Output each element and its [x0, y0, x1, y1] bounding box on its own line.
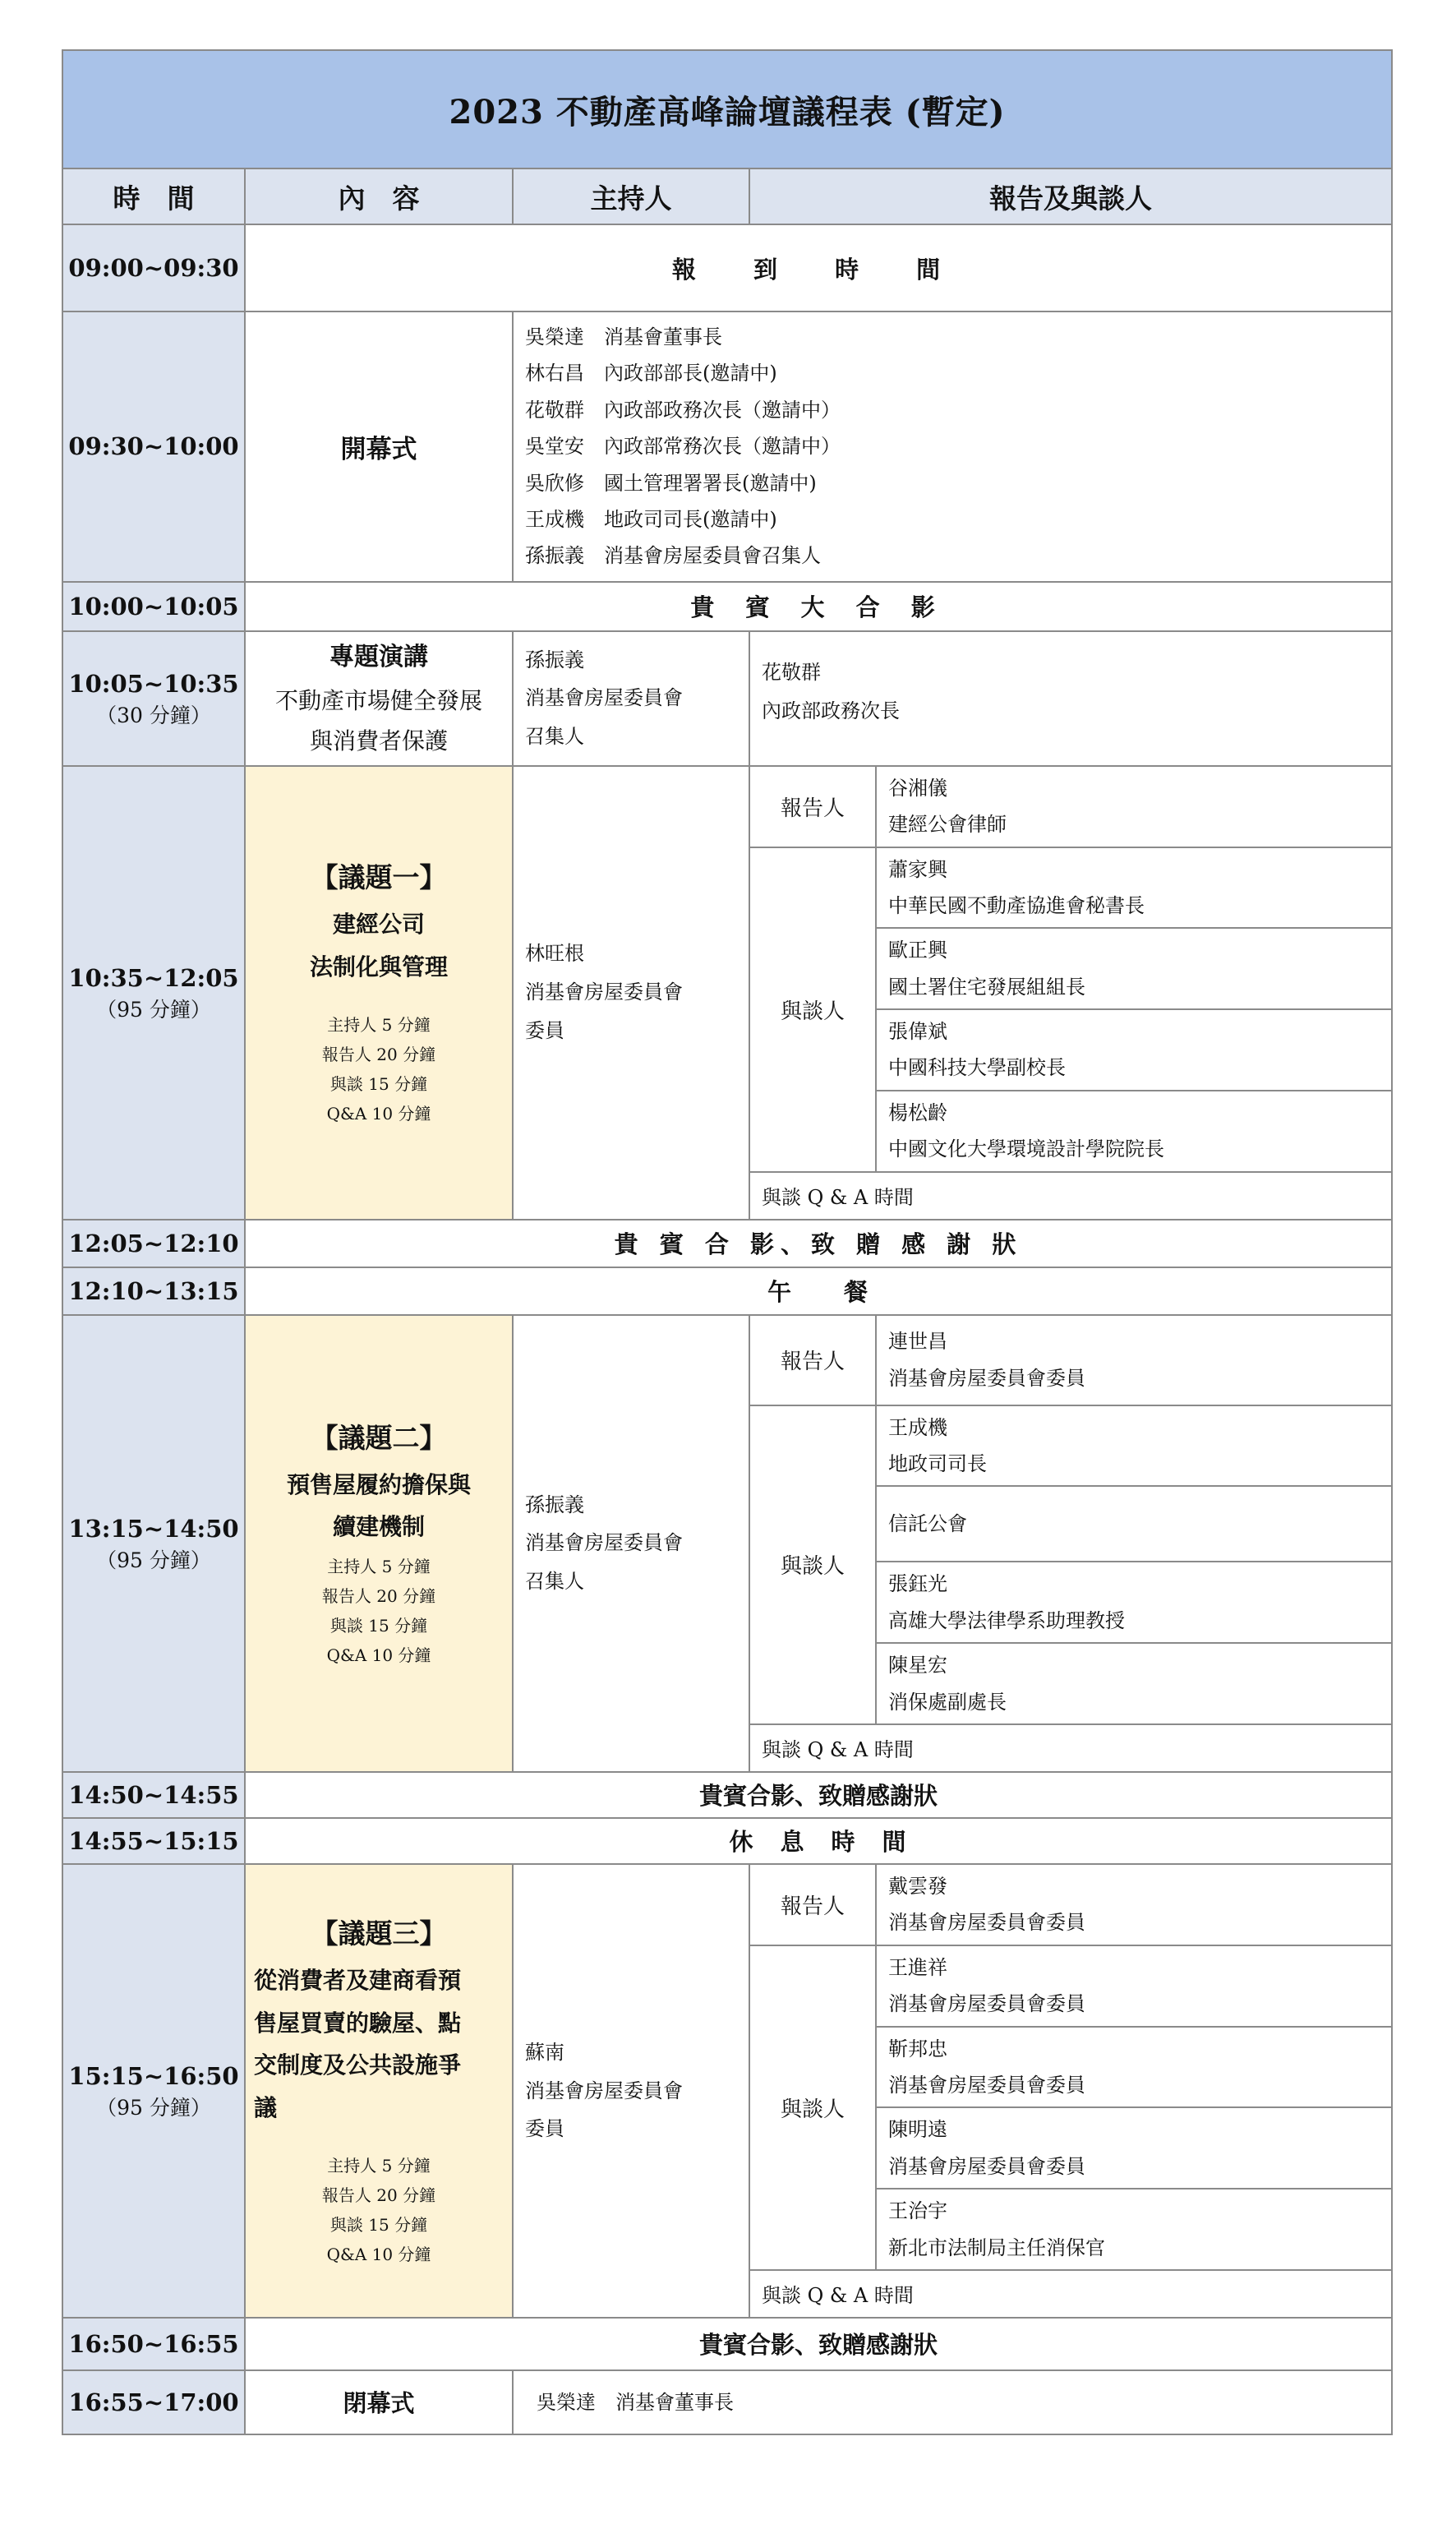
person-name: 歐正興 [888, 939, 947, 962]
session-content: 貴 賓 合 影、致 贈 感 謝 狀 [245, 1220, 1392, 1267]
topic-title: 預售屋履約擔保與 [286, 1470, 471, 1498]
keynote-subtitle: 不動產市場健全發展 [274, 686, 482, 714]
agenda-table [62, 49, 1393, 2435]
session-content: 貴 賓 大 合 影 [245, 582, 1392, 631]
topic3-content [245, 1864, 513, 2318]
panelist [876, 2189, 1392, 2270]
header-host: 主持人 [513, 168, 749, 224]
guest-line: 吳榮達 消基會董事長 [525, 325, 722, 348]
duration: （95 分鐘） [96, 2095, 211, 2120]
topic-title: 議 [254, 2094, 278, 2122]
session-host [513, 1315, 749, 1772]
topic2-row [62, 1315, 1392, 1405]
session-time: 09:30~10:00 [62, 311, 245, 582]
schedule-line: 報告人 20 分鐘 [321, 1586, 436, 1607]
duration: （95 分鐘） [96, 1548, 211, 1572]
guest-line: 吳榮達 消基會董事長 [537, 2390, 734, 2414]
time-range: 10:35~12:05 [68, 963, 239, 992]
reporter-label: 報告人 [749, 766, 876, 847]
schedule-line: 主持人 5 分鐘 [327, 1557, 431, 1577]
guest-line: 王成機 地政司司長(邀請中) [525, 507, 777, 531]
panelist [876, 2027, 1392, 2108]
session-registration [62, 224, 1392, 311]
guest-line: 吳堂安 內政部常務次長（邀請中） [525, 435, 841, 459]
keynote-content [245, 631, 513, 766]
topic-schedule [246, 1552, 512, 1670]
session-host [513, 1864, 749, 2318]
time-range: 10:05~10:35 [68, 669, 239, 698]
person-title: 高雄大學法律學系助理教授 [888, 1608, 1125, 1632]
reporter-label: 報告人 [749, 1315, 876, 1405]
topic-title: 從消費者及建商看預 [254, 1966, 462, 1994]
panelist [876, 1945, 1392, 2027]
host-name: 蘇南 [525, 2040, 564, 2064]
session-closing [62, 2370, 1392, 2434]
keynote-subtitle: 與消費者保護 [309, 727, 448, 754]
host-name: 林旺根 [525, 942, 584, 966]
session-opening [62, 311, 1392, 582]
duration: （30 分鐘） [96, 703, 211, 727]
panelist [876, 928, 1392, 1009]
guest-line: 林右昌 內政部部長(邀請中) [525, 362, 777, 385]
host-name: 孫振義 [525, 1493, 584, 1516]
header-content: 內 容 [245, 168, 513, 224]
person-title: 消基會房屋委員會委員 [888, 1911, 1085, 1935]
person-name: 連世昌 [888, 1330, 947, 1354]
person-title: 中國科技大學副校長 [888, 1056, 1066, 1080]
person-name: 王成機 [888, 1415, 947, 1439]
reporter [876, 1315, 1392, 1405]
person-title: 中華民國不動產協進會秘書長 [888, 893, 1145, 917]
person-name: 陳明遠 [888, 2118, 947, 2142]
schedule-line: 主持人 5 分鐘 [327, 2156, 431, 2176]
session-content: 報 到 時 間 [245, 224, 1392, 311]
page-title: 2023 不動產高峰論壇議程表 (暫定) [62, 50, 1392, 168]
host-name: 孫振義 [525, 648, 584, 671]
person-name: 張鈺光 [888, 1572, 947, 1596]
person-title: 消基會房屋委員會委員 [888, 2073, 1085, 2097]
topic2-content [245, 1315, 513, 1772]
schedule-line: 報告人 20 分鐘 [321, 2185, 436, 2206]
topic3-row [62, 1864, 1392, 1945]
topic1-row [62, 766, 1392, 847]
session-break [62, 1818, 1392, 1864]
session-time [62, 631, 245, 766]
person-name: 張偉斌 [888, 1020, 947, 1044]
title-row [62, 50, 1392, 168]
speaker-name: 花敬群 [762, 660, 821, 684]
reporter [876, 1864, 1392, 1945]
schedule-line: Q&A 10 分鐘 [326, 2245, 431, 2265]
guest-line: 孫振義 消基會房屋委員會召集人 [525, 544, 821, 568]
speaker-title: 內政部政務次長 [762, 699, 900, 722]
header-time: 時 間 [62, 168, 245, 224]
topic-title: 法制化與管理 [309, 953, 448, 981]
schedule-line: 與談 15 分鐘 [329, 1616, 428, 1636]
topic1-content [245, 766, 513, 1220]
session-host [513, 631, 749, 766]
panelist [876, 1486, 1392, 1562]
panel-label: 與談人 [749, 847, 876, 1172]
schedule-line: Q&A 10 分鐘 [326, 1103, 431, 1124]
duration: （95 分鐘） [96, 997, 211, 1022]
session-content: 貴賓合影、致贈感謝狀 [245, 2318, 1392, 2370]
schedule-line: 報告人 20 分鐘 [321, 1044, 436, 1064]
session-time: 14:55~15:15 [62, 1818, 245, 1864]
session-content: 休 息 時 間 [245, 1818, 1392, 1864]
guest-line: 吳欣修 國土管理署署長(邀請中) [525, 471, 817, 495]
person-name: 谷湘儀 [888, 776, 947, 800]
person-name: 蕭家興 [888, 857, 947, 881]
session-photo-award [62, 1220, 1392, 1267]
person-title: 建經公會律師 [888, 813, 1007, 837]
topic-schedule [246, 2151, 512, 2269]
host-role: 召集人 [525, 1570, 584, 1594]
session-time [62, 766, 245, 1220]
host-org: 消基會房屋委員會 [525, 1531, 683, 1555]
panelist [876, 2107, 1392, 2189]
session-time: 12:10~13:15 [62, 1267, 245, 1315]
person-name: 王治宇 [888, 2199, 947, 2223]
session-content: 閉幕式 [245, 2370, 513, 2434]
time-range: 15:15~16:50 [68, 2061, 239, 2090]
session-group-photo [62, 582, 1392, 631]
person-title: 地政司司長 [888, 1452, 987, 1476]
session-time: 16:55~17:00 [62, 2370, 245, 2434]
person-name: 王進祥 [888, 1955, 947, 1979]
schedule-line: Q&A 10 分鐘 [326, 1645, 431, 1666]
session-time: 09:00~09:30 [62, 224, 245, 311]
person-title: 消基會房屋委員會委員 [888, 2154, 1085, 2178]
panelist [876, 1091, 1392, 1172]
session-keynote [62, 631, 1392, 766]
topic-title: 續建機制 [332, 1513, 425, 1541]
qa-time: 與談 Q & A 時間 [749, 1172, 1392, 1220]
keynote-title: 專題演講 [329, 642, 428, 671]
session-time [62, 1864, 245, 2318]
session-time [62, 1315, 245, 1772]
session-content: 貴賓合影、致贈感謝狀 [245, 1772, 1392, 1818]
person-title: 國土署住宅發展組組長 [888, 975, 1085, 999]
host-org: 消基會房屋委員會 [525, 2079, 683, 2102]
session-content: 午 餐 [245, 1267, 1392, 1315]
header-row [62, 168, 1392, 224]
host-role: 召集人 [525, 725, 584, 749]
topic-schedule [246, 1010, 512, 1128]
panelist [876, 1643, 1392, 1724]
person-title: 中國文化大學環境設計學院院長 [888, 1137, 1164, 1161]
session-host [513, 766, 749, 1220]
qa-time: 與談 Q & A 時間 [749, 1724, 1392, 1772]
person-title: 新北市法制局主任消保官 [888, 2236, 1105, 2259]
session-lunch [62, 1267, 1392, 1315]
session-time: 16:50~16:55 [62, 2318, 245, 2370]
session-time: 10:00~10:05 [62, 582, 245, 631]
keynote-speaker [749, 631, 1392, 766]
person-name: 陳星宏 [888, 1654, 947, 1677]
schedule-line: 主持人 5 分鐘 [327, 1014, 431, 1035]
topic-title: 交制度及公共設施爭 [254, 2051, 462, 2079]
reporter-label: 報告人 [749, 1864, 876, 1945]
topic-tag: 【議題一】 [311, 861, 447, 894]
topic-title: 建經公司 [332, 911, 425, 939]
session-content: 開幕式 [245, 311, 513, 582]
guest-line: 花敬群 內政部政務次長（邀請中） [525, 398, 841, 422]
host-org: 消基會房屋委員會 [525, 981, 683, 1004]
panelist [876, 1009, 1392, 1091]
time-range: 13:15~14:50 [68, 1514, 239, 1543]
session-time: 12:05~12:10 [62, 1220, 245, 1267]
session-photo-award-2 [62, 1772, 1392, 1818]
person-title: 消保處副處長 [888, 1690, 1007, 1714]
session-time: 14:50~14:55 [62, 1772, 245, 1818]
person-name: 楊松齡 [888, 1101, 947, 1124]
qa-time: 與談 Q & A 時間 [749, 2270, 1392, 2318]
host-org: 消基會房屋委員會 [525, 686, 683, 710]
panelist [876, 847, 1392, 929]
person-name: 靳邦忠 [888, 2037, 947, 2060]
topic-tag: 【議題二】 [311, 1421, 447, 1454]
topic-title: 售屋買賣的驗屋、點 [254, 2009, 462, 2037]
host-role: 委員 [525, 1019, 564, 1043]
panel-label: 與談人 [749, 1945, 876, 2270]
person-title: 消基會房屋委員會委員 [888, 1366, 1085, 1390]
panel-label: 與談人 [749, 1405, 876, 1724]
panelist [876, 1405, 1392, 1487]
header-speakers: 報告及與談人 [749, 168, 1392, 224]
panelist [876, 1562, 1392, 1643]
host-role: 委員 [525, 2117, 564, 2141]
closing-guests [513, 2370, 1392, 2434]
topic-tag: 【議題三】 [311, 1917, 447, 1950]
opening-guests [513, 311, 1392, 582]
person-name: 戴雲發 [888, 1874, 947, 1898]
schedule-line: 與談 15 分鐘 [329, 1073, 428, 1094]
reporter [876, 766, 1392, 847]
person-title: 消基會房屋委員會委員 [888, 1992, 1085, 2016]
person-name: 信託公會 [888, 1512, 967, 1536]
schedule-line: 與談 15 分鐘 [329, 2215, 428, 2236]
session-photo-award-3 [62, 2318, 1392, 2370]
